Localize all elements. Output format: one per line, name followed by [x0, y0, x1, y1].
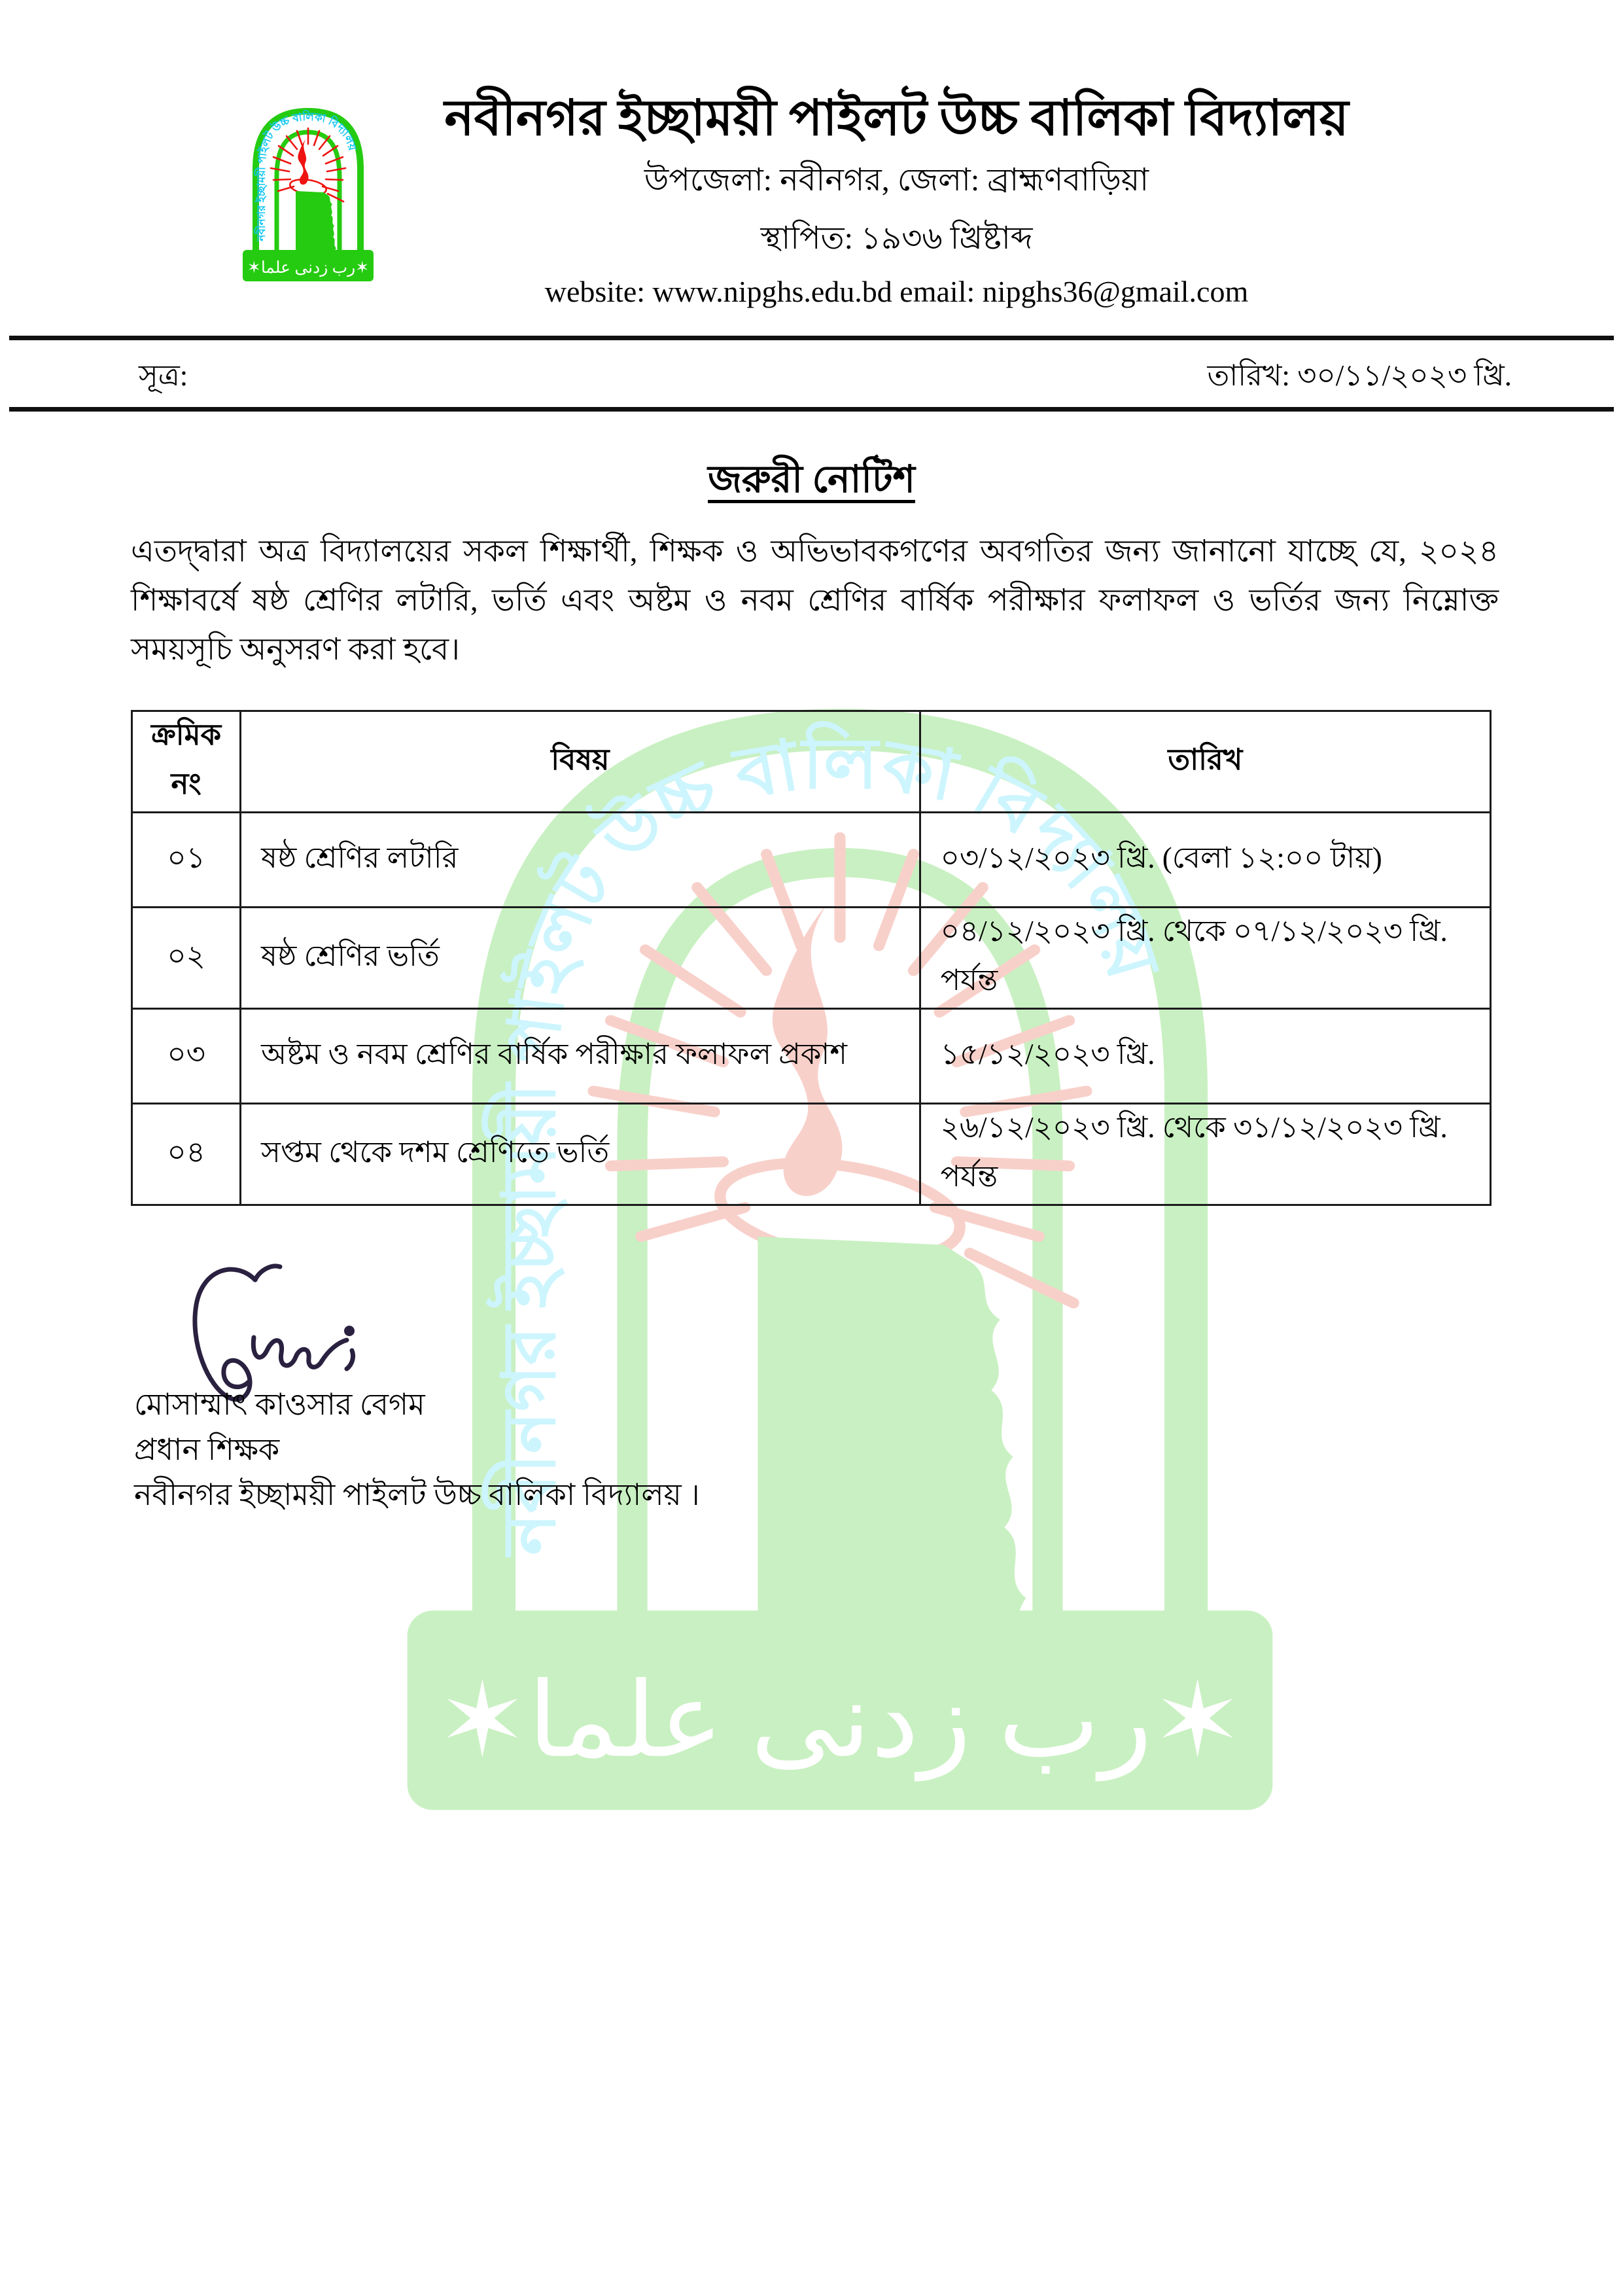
letterhead	[209, 90, 1584, 309]
date-cell: ১৫/১২/২০২৩ খ্রি.	[920, 1009, 1490, 1104]
table-row	[132, 1104, 1491, 1205]
serial-cell: ০৩	[132, 1009, 241, 1104]
subject-cell: ষষ্ঠ শ্রেণির ভর্তি	[241, 908, 920, 1009]
date-cell: ০৩/১২/২০২৩ খ্রি. (বেলা ১২:০০ টায়)	[920, 813, 1490, 908]
serial-cell: ০২	[132, 908, 241, 1009]
serial-cell: ০৪	[132, 1104, 241, 1205]
established-line: স্থাপিত: ১৯৩৬ খ্রিষ্টাব্দ	[760, 221, 1033, 256]
table-row	[132, 813, 1491, 908]
date-cell: ২৬/১২/২০২৩ খ্রি. থেকে ৩১/১২/২০২৩ খ্রি. পর্যন্ত	[920, 1104, 1490, 1205]
date-cell: ০৪/১২/২০২৩ খ্রি. থেকে ০৭/১২/২০২৩ খ্রি. পর্যন্ত	[920, 908, 1490, 1009]
subject-cell: সপ্তম থেকে দশম শ্রেণিতে ভর্তি	[241, 1104, 920, 1205]
horizontal-rule-bottom	[9, 407, 1614, 412]
table-header-row	[132, 711, 1491, 813]
subject-cell: ষষ্ঠ শ্রেণির লটারি	[241, 813, 920, 908]
column-header-subject: বিষয়	[241, 711, 920, 813]
reference-date-row	[139, 353, 1512, 402]
signatory-designation: প্রধান শিক্ষক	[134, 1433, 280, 1466]
notice-date: তারিখ: ৩০/১১/২০২৩ খ্রি.	[1207, 359, 1512, 392]
website-email-line: website: www.nipghs.edu.bd email: nipghs36@gmail.com	[544, 275, 1249, 309]
table-row	[132, 1009, 1491, 1104]
table-row	[132, 908, 1491, 1009]
reference-label: সূত্র:	[139, 359, 188, 392]
notice-title: জরুরী নোটিশ	[708, 458, 915, 501]
schedule-table	[131, 710, 1492, 1206]
signatory-name: মোসাম্মাৎ কাওসার বেগম	[134, 1388, 425, 1421]
school-logo	[239, 98, 377, 285]
column-header-serial: ক্রমিক নং	[132, 711, 241, 813]
subject-cell: অষ্টম ও নবম শ্রেণির বার্ষিক পরীক্ষার ফলাফল প্রকাশ	[241, 1009, 920, 1104]
serial-cell: ০১	[132, 813, 241, 908]
school-address: উপজেলা: নবীনগর, জেলা: ব্রাহ্মণবাড়িয়া	[644, 163, 1149, 198]
school-name: নবীনগর ইচ্ছাময়ী পাইলট উচ্চ বালিকা বিদ্যালয়	[444, 91, 1349, 146]
signature-block	[134, 1382, 700, 1517]
notice-body: এতদ্দ্বারা অত্র বিদ্যালয়ের সকল শিক্ষার্থী, শিক্ষক ও অভিভাবকগণের অবগতির জন্য জানানো যাচ্ছে যে, ২০২৪ শিক্ষাবর্ষে ষষ্ঠ শ্রেণির লটারি, ভর্তি এবং অষ্টম ও নবম শ্রেণির বার্ষিক পরীক্ষার ফলাফল ও ভর্তির জন্য নিম্নোক্ত সময়সূচি অনুসরণ করা হবে।	[131, 535, 1499, 667]
horizontal-rule-top	[9, 336, 1614, 340]
signatory-organization: নবীনগর ইচ্ছাময়ী পাইলট উচ্চ বালিকা বিদ্যালয় ।	[134, 1478, 700, 1511]
column-header-date: তারিখ	[920, 711, 1490, 813]
